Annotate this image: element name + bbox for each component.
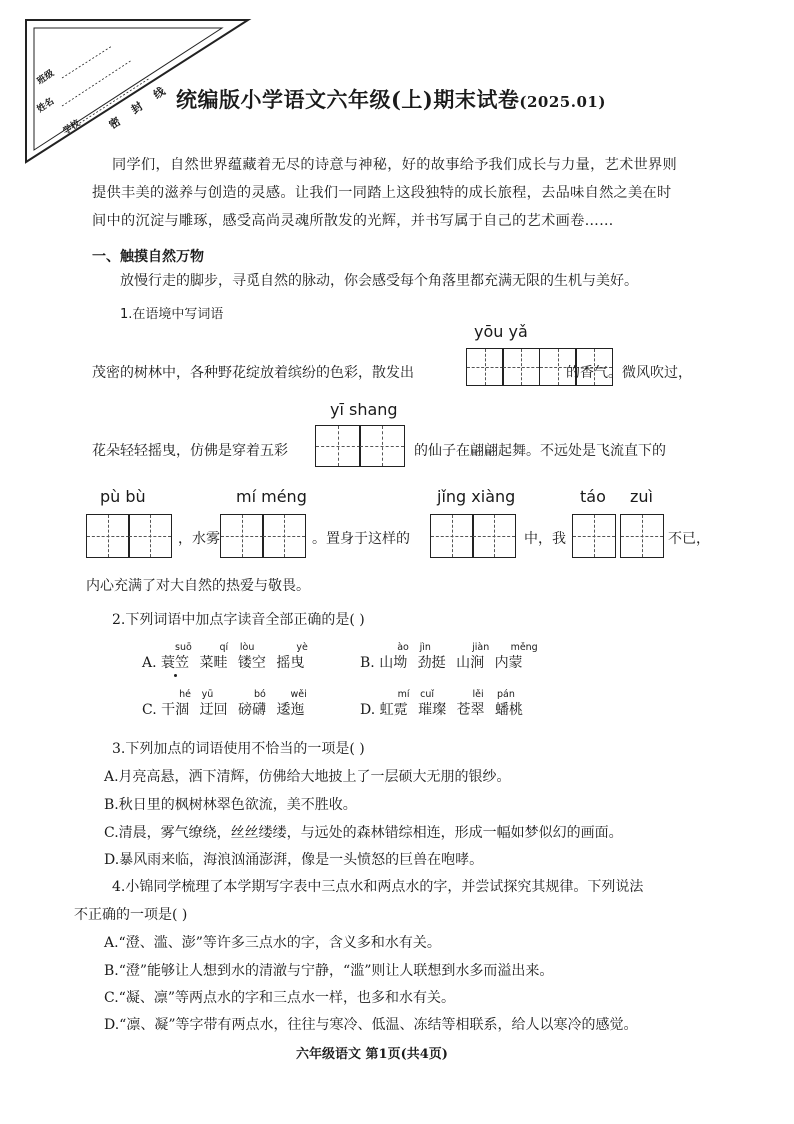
- q2-d-word-3: 苍翠: [456, 702, 485, 718]
- section-heading: 一、触摸自然万物: [92, 249, 204, 265]
- answer-grid-jingxiang[interactable]: [430, 514, 515, 558]
- pinyin-zui: zuì: [630, 487, 653, 506]
- pinyin-youya: yōu yǎ: [474, 322, 528, 341]
- q2-d-word-2: 璀璨: [418, 702, 447, 718]
- answer-grid-mimeng[interactable]: [220, 514, 305, 558]
- q1-line1-a: 茂密的树林中，各种野花绽放着缤纷的色彩，散发出: [92, 365, 414, 381]
- seal-text: 密 封 线: [106, 81, 173, 132]
- school-label: 学校: [61, 118, 83, 137]
- q3-option-c[interactable]: C.清晨，雾气缭绕，丝丝缕缕，与远处的森林错综相连，形成一幅如梦似幻的画面。: [104, 825, 623, 841]
- intro-line-1: 同学们，自然世界蕴藏着无尽的诗意与神秘，好的故事给予我们成长与力量，艺术世界则: [112, 157, 678, 173]
- page-footer: 六年级语文 第1页(共4页): [296, 1047, 448, 1062]
- pinyin-pubu: pù bù: [100, 487, 146, 506]
- q4-label-2: 不正确的一项是( ): [74, 907, 188, 923]
- q4-label-1: 4.小锦同学梳理了本学期写字表中三点水和两点水的字，并尝试探究其规律。下列说法: [112, 879, 644, 895]
- section-lead: 放慢行走的脚步，寻觅自然的脉动，你会感受每个角落里都充满无限的生机与美好。: [120, 273, 638, 289]
- page-title: [176, 84, 606, 114]
- pinyin-yishang: yī shang: [330, 400, 398, 419]
- q2-option-c[interactable]: C. hé 干涸 yū 迂回 bó 磅礴 wěi 逶迤: [142, 689, 307, 718]
- q2-c-word-2: 迂回: [199, 702, 228, 718]
- class-label: 班级: [35, 68, 57, 87]
- answer-grid-yishang[interactable]: [315, 425, 404, 467]
- pinyin-jingxiang: jǐng xiàng: [437, 487, 516, 506]
- q2-option-a[interactable]: A. suō 蓑笠 qí 菜畦 lòu 镂空 yè 摇曳: [142, 642, 308, 671]
- q1-line3-d: 不已，: [668, 531, 710, 547]
- q2-c-word-1: 干涸: [161, 702, 190, 718]
- q2-b-word-4: 内蒙: [494, 655, 523, 671]
- q2-option-d[interactable]: D. mí 虹霓 cuǐ 璀璨 lěi 苍翠 pán 蟠桃: [360, 689, 523, 718]
- q2-option-b[interactable]: B. ào 山坳 jìn 劲挺 jiàn 山涧 měng 内蒙: [360, 642, 538, 671]
- name-label: 姓名: [35, 96, 57, 115]
- q4-option-a[interactable]: A.“澄、滥、澎”等许多三点水的字，含义多和水有关。: [104, 935, 441, 951]
- answer-grid-pubu[interactable]: [86, 514, 171, 558]
- intro-line-3: 间中的沉淀与雕琢，感受高尚灵魂所散发的光辉，并书写属于自己的艺术画卷……: [92, 213, 614, 229]
- q2-label: 2.下列词语中加点字读音全部正确的是( ): [112, 612, 365, 628]
- q2-c-word-3: 磅礴: [238, 702, 267, 718]
- intro-line-2: 提供丰美的滋养与创造的灵感。让我们一同踏上这段独特的成长旅程，去品味自然之美在时: [92, 185, 672, 201]
- q4-option-b[interactable]: B.“澄”能够让人想到水的清澈与宁静，“滥”则让人联想到水多而溢出来。: [104, 963, 554, 979]
- title-main: 统编版小学语文六年级(上)期末试卷: [176, 87, 520, 112]
- pinyin-mimeng: mí méng: [236, 487, 307, 506]
- q2-b-word-3: 山涧: [456, 655, 485, 671]
- q1-line3-c: 中，我: [524, 531, 566, 547]
- q2-d-word-1: 虹霓: [379, 702, 408, 718]
- q2-b-word-2: 劲挺: [417, 655, 446, 671]
- q1-line2-b: 的仙子在翩翩起舞。不远处是飞流直下的: [414, 443, 666, 459]
- q2-a-word-3: 镂空: [237, 655, 266, 671]
- q1-line3-a: ，水雾: [178, 531, 220, 547]
- q4-option-c[interactable]: C.“凝、凛”等两点水的字和三点水一样，也多和水有关。: [104, 990, 455, 1006]
- title-date: (2025.01): [519, 93, 606, 111]
- q1-line3-b: 。置身于这样的: [312, 531, 410, 547]
- q3-option-d[interactable]: D.暴风雨来临，海浪汹涌澎湃，像是一头愤怒的巨兽在咆哮。: [104, 852, 484, 868]
- q2-a-word-4: 摇曳: [276, 655, 305, 671]
- q3-option-b[interactable]: B.秋日里的枫树林翠色欲流，美不胜收。: [104, 797, 357, 813]
- q2-d-word-4: 蟠桃: [495, 702, 523, 718]
- q1-line1-b: 的香气。微风吹过，: [566, 365, 692, 381]
- q1-line2-a: 花朵轻轻摇曳，仿佛是穿着五彩: [92, 443, 288, 459]
- answer-grid-tao[interactable]: [572, 514, 614, 558]
- q3-label: 3.下列加点的词语使用不恰当的一项是( ): [112, 741, 365, 757]
- q1-label: 1.在语境中写词语: [120, 307, 224, 322]
- q4-option-d[interactable]: D.“凛、凝”等字带有两点水，往往与寒冷、低温、冻结等相联系，给人以寒冷的感觉。: [104, 1017, 638, 1033]
- q2-a-word-1: 蓑笠: [161, 652, 189, 672]
- q3-option-a[interactable]: A.月亮高悬，洒下清辉，仿佛给大地披上了一层硕大无朋的银纱。: [104, 769, 511, 785]
- answer-grid-zui[interactable]: [620, 514, 662, 558]
- q1-line4: 内心充满了对大自然的热爱与敬畏。: [86, 578, 310, 594]
- q2-c-word-4: 逶迤: [276, 702, 305, 718]
- pinyin-tao: táo: [580, 487, 606, 506]
- q2-b-word-1: 山坳: [379, 655, 408, 671]
- q2-a-word-2: 菜畦: [199, 655, 228, 671]
